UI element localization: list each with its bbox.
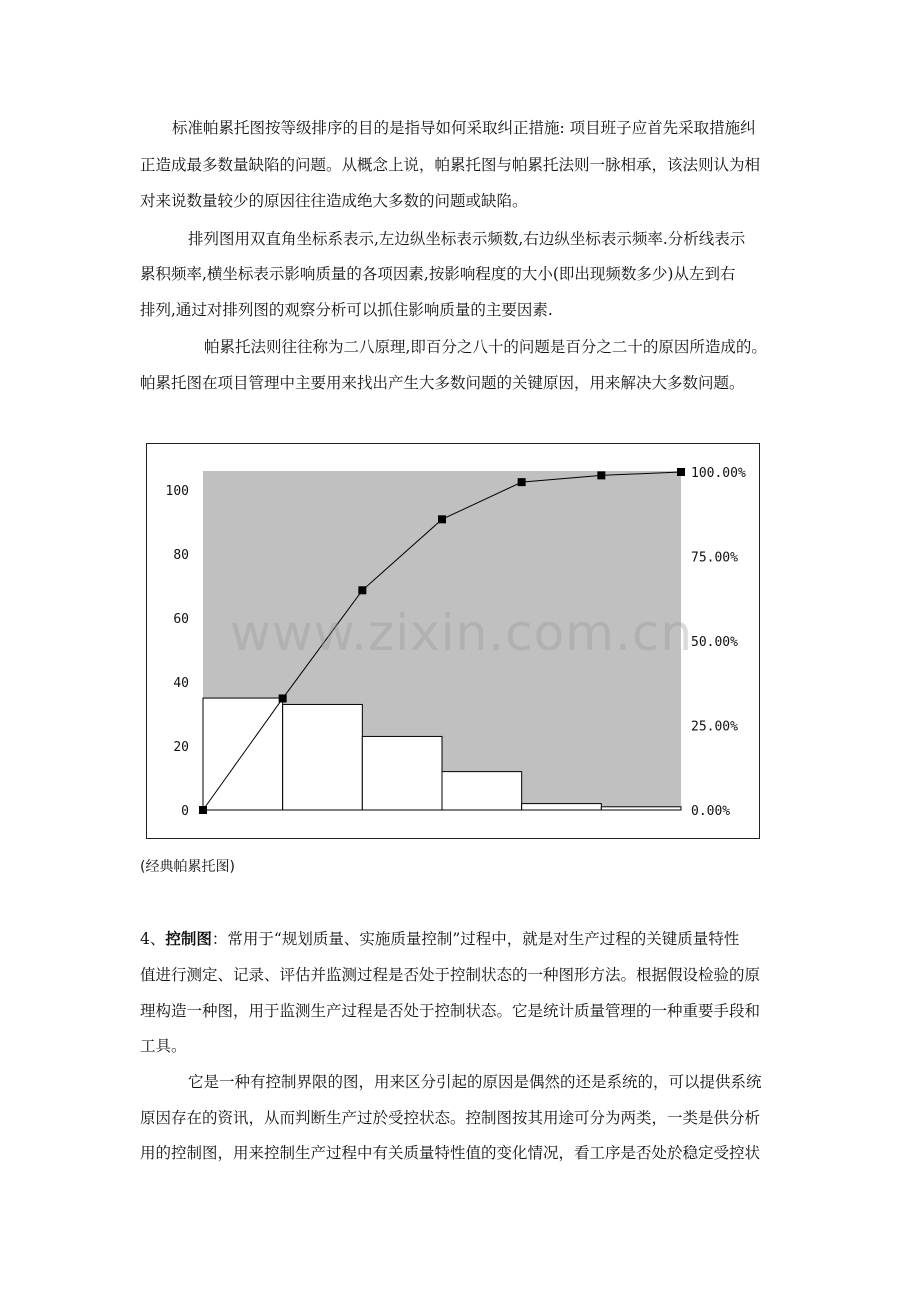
paragraph-3-line-1: 帕累托法则往往称为二八原理,即百分之八十的问题是百分之二十的原因所造成的。 — [204, 338, 767, 356]
paragraph-3-line-2: 帕累托图在项目管理中主要用来找出产生大多数问题的关键原因，用来解决大多数问题。 — [140, 374, 745, 392]
section-number: 4、 — [140, 930, 166, 948]
section-4-line-4: 工具。 — [140, 1037, 187, 1055]
cumulative-point-4 — [438, 515, 446, 523]
paragraph-2-line-2: 累积频率,横坐标表示影响质量的各项因素,按影响程度的大小(即出现频数多少)从左到右 — [140, 265, 736, 283]
left-tick-label: 0 — [181, 804, 189, 819]
paragraph-1-line-1: 标准帕累托图按等级排序的目的是指导如何采取纠正措施: 项目班子应首先采取措施纠 — [172, 119, 756, 137]
section-4-line-2: 值进行测定、记录、评估并监测过程是否处于控制状态的一种图形方法。根据假设检验的原 — [140, 966, 761, 984]
bar-3 — [362, 736, 442, 810]
watermark: www.zixin.com.cn — [230, 604, 694, 662]
left-tick-label: 20 — [173, 740, 189, 756]
left-tick-label: 100 — [165, 484, 189, 500]
left-tick-label: 40 — [173, 676, 189, 692]
paragraph-2-line-1: 排列图用双直角坐标系表示,左边纵坐标表示频数,右边纵坐标表示频率.分析线表示 — [188, 230, 746, 248]
bar-2 — [283, 704, 363, 810]
section-4-line-1-rest: ：常用于“规划质量、实施质量控制”过程中，就是对生产过程的关键质量特性 — [211, 930, 740, 948]
paragraph-5-line-1: 它是一种有控制界限的图，用来区分引起的原因是偶然的还是系统的，可以提供系统 — [188, 1073, 762, 1091]
right-tick-label: 100.00% — [691, 466, 746, 481]
left-tick-label: 80 — [173, 548, 189, 564]
bar-5 — [522, 804, 602, 810]
cumulative-point-3 — [358, 586, 366, 594]
section-heading: 控制图 — [165, 930, 212, 948]
right-tick-label: 75.00% — [691, 550, 738, 566]
section-4-line-1 — [140, 929, 739, 949]
paragraph-2-line-3: 排列,通过对排列图的观察分析可以抓住影响质量的主要因素. — [140, 301, 553, 319]
cumulative-point-7 — [677, 468, 685, 476]
right-tick-label: 0.00% — [691, 804, 731, 819]
left-tick-label: 60 — [173, 612, 189, 628]
paragraph-5-line-2: 原因存在的资讯，从而判断生产过於受控状态。控制图按其用途可分为两类，一类是供分析 — [140, 1109, 761, 1127]
paragraph-5-line-3: 用的控制图，用来控制生产过程中有关质量特性值的变化情况，看工序是否处於稳定受控状 — [140, 1144, 761, 1162]
cumulative-point-2 — [279, 694, 287, 702]
right-tick-label: 25.00% — [691, 719, 738, 735]
cumulative-point-5 — [518, 478, 526, 486]
pareto-chart — [147, 444, 761, 840]
paragraph-1-line-2: 正造成最多数量缺陷的问题。从概念上说，帕累托图与帕累托法则一脉相承，该法则认为相 — [140, 156, 761, 174]
pareto-chart-frame — [146, 443, 760, 839]
chart-caption: (经典帕累托图) — [140, 859, 235, 875]
bar-4 — [442, 772, 522, 810]
cumulative-point-1 — [199, 806, 207, 814]
cumulative-point-6 — [597, 471, 605, 479]
paragraph-1-line-3: 对来说数量较少的原因往往造成绝大多数的问题或缺陷。 — [140, 192, 528, 210]
right-tick-label: 50.00% — [691, 635, 738, 650]
section-4-line-3: 理构造一种图，用于监测生产过程是否处于控制状态。它是统计质量管理的一种重要手段和 — [140, 1002, 761, 1020]
